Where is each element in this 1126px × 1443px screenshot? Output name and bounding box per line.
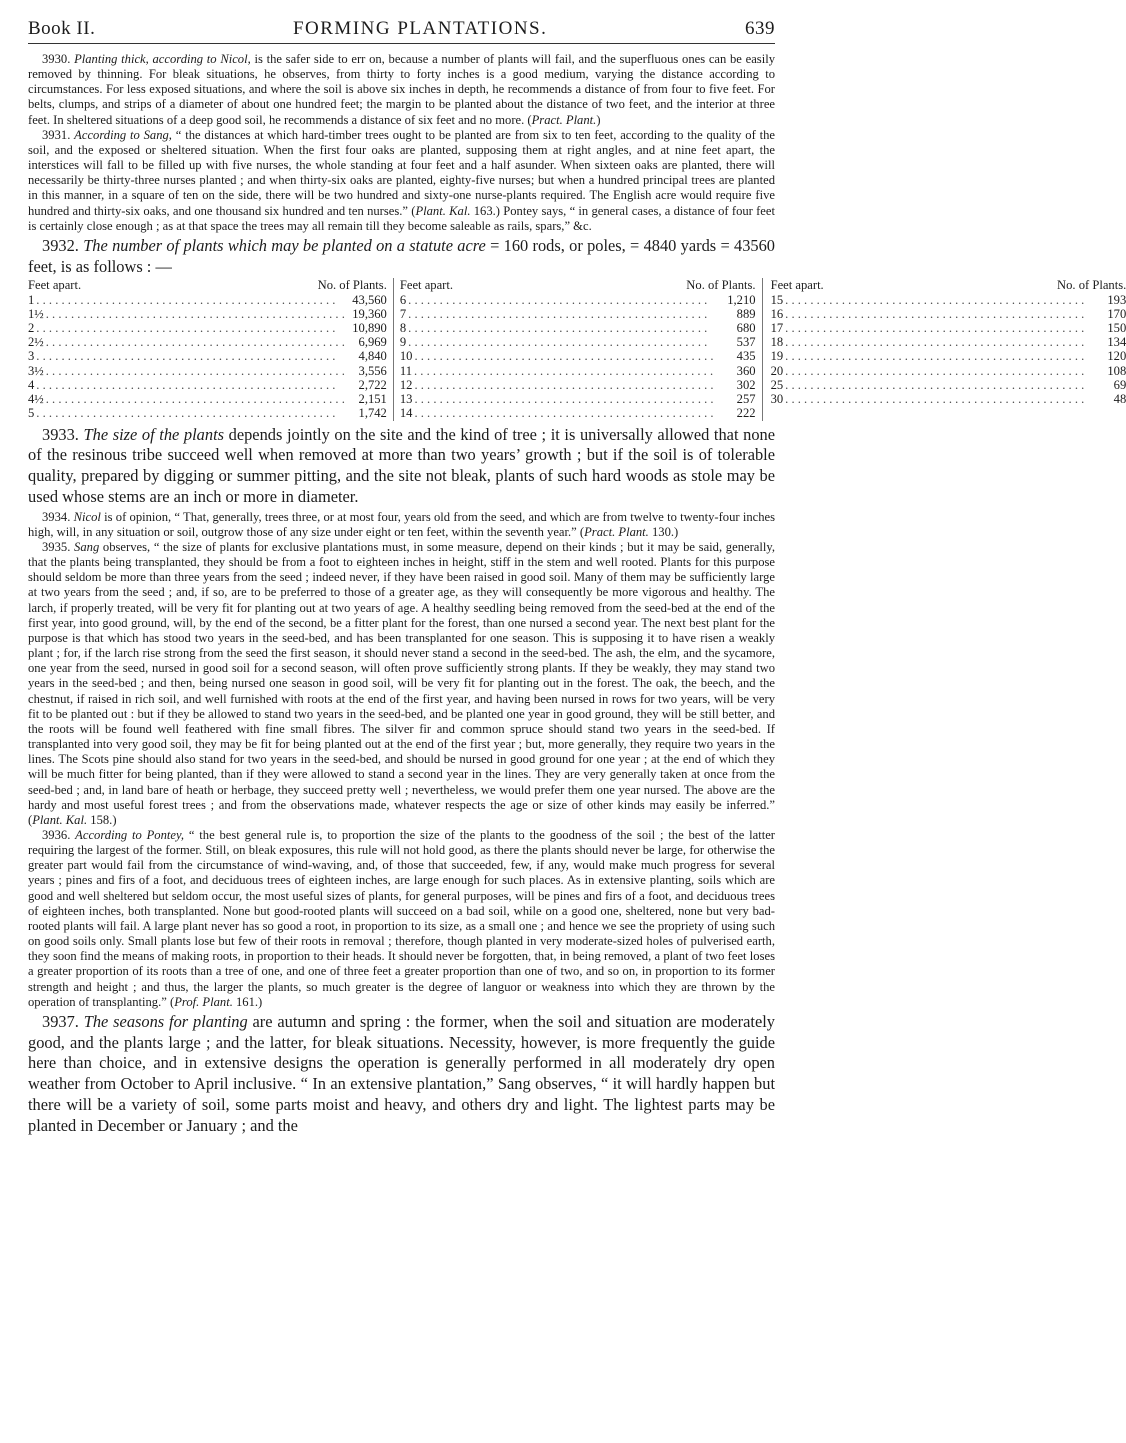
leader-dots: . . . . . . . . . . . . . . . . . . . . . . . . . . . . . . . . . . . . . . . . . . . . . . . . xyxy=(408,292,708,307)
paragraph-3931 xyxy=(28,128,775,234)
paragraph-3934 xyxy=(28,510,775,540)
paragraph-text: is of opinion, “ That, generally, trees three, or at most four, years old from the seed, and which are from twelve to twenty-four inches high, will, in any situation or soil, outgrow those of any size under eight or ten feet, within the seventh year.” ( xyxy=(28,509,775,539)
table-column-1 xyxy=(28,278,393,420)
number-of-plants-value: 2,151 xyxy=(358,392,387,407)
number-of-plants-value: 360 xyxy=(736,363,756,378)
feet-apart-value: 11 xyxy=(399,363,412,378)
table-row xyxy=(400,349,756,363)
leader-dots: . . . . . . . . . . . . . . . . . . . . . . . . . . . . . . . . . . . . . . . . . . . . . . . . xyxy=(36,349,336,364)
number-of-plants-value: 170 xyxy=(1107,306,1126,321)
plants-per-acre-table xyxy=(28,278,1126,420)
feet-apart-value: 8 xyxy=(399,321,407,336)
paragraph-3937 xyxy=(28,1012,775,1137)
number-of-plants-value: 889 xyxy=(736,306,756,321)
paragraph-number: 3934. xyxy=(42,509,71,524)
paragraph-lead: The number of plants which may be planted on a statute acre xyxy=(83,235,486,255)
table-row xyxy=(28,392,387,406)
leader-dots: . . . . . . . . . . . . . . . . . . . . . . . . . . . . . . . . . . . . . . . . . . . . . . . . xyxy=(785,306,1085,321)
number-of-plants-value: 3,556 xyxy=(358,363,387,378)
table-row xyxy=(28,349,387,363)
paragraph-3935 xyxy=(28,540,775,828)
number-of-plants-value: 222 xyxy=(736,406,756,421)
table-row xyxy=(400,293,756,307)
paragraph-text: = 160 rods, or poles, = 4840 yards = 43560 feet, is as follows : — xyxy=(28,235,775,276)
feet-apart-value: 6 xyxy=(399,292,407,307)
table-row xyxy=(771,364,1126,378)
paragraph-text: depends jointly on the site and the kind of tree ; it is universally allowed that none of the resinous tribe succeed well when removed at more than two years’ growth ; but if the soil is of tolerable quality, prepared by digging or summer pitting, and the site not bleak, plants of such hard woods as stole may be used whose stems are an inch or more in diameter. xyxy=(28,424,775,506)
feet-apart-value: 20 xyxy=(770,363,784,378)
feet-apart-value: 1 xyxy=(28,292,35,307)
leader-dots: . . . . . . . . . . . . . . . . . . . . . . . . . . . . . . . . . . . . . . . . . . . . . . . . xyxy=(408,335,708,350)
paragraph-lead: The seasons for planting xyxy=(83,1011,248,1031)
number-of-plants-value: 257 xyxy=(736,392,756,407)
number-of-plants-value: 193 xyxy=(1107,292,1126,307)
feet-apart-value: 9 xyxy=(399,335,407,350)
running-header xyxy=(28,18,775,44)
paragraph-number: 3935. xyxy=(42,540,71,554)
table-header xyxy=(28,278,387,292)
table-row xyxy=(400,378,756,392)
table-column-3 xyxy=(762,278,1126,420)
paragraph-text: “ the best general rule is, to proportion the size of the plants to the goodness of the soil ; the best of the latter requiring the largest of the former. Still, on bleak exposures, this rule will not hold good, as there the plants should never be large, for otherwise the greater part would fail from the circumstance of wind-waving, and, of those that succeeded, few, if any, would make much progress for several years ; pines and firs of a foot, and deciduous trees of eighteen inches, are large enough for such places. As in extensive planting, soils which are good and well sheltered but seldom occur, the most useful sizes of plants, for general purposes, will be pines and firs of a foot, and deciduous trees of eighteen inches, both transplanted. None but good-rooted plants will succeed on a bad soil, while on a good one, sheltered, none but very bad-rooted plants will fail. A large plant never has so good a root, in proportion to its size, as a small one ; and hence we see the propriety of using such on good soils only. Small plants lose but few of their roots in removal ; therefore, though planted in very moderate-sized holes of pulverised earth, they soon find the means of making roots, in proportion to their heads. It should never be forgotten, that, in being removed, a plant of two feet loses a greater proportion of its roots than a tree of one, and one of three feet a greater proportion than one of two, and so on, in proportion to its former strength and height ; and thus, the larger the plants, so much greater is the degree of languor or weakness into which they are thrown by the operation of transplanting.” ( xyxy=(28,827,775,1009)
table-row xyxy=(28,307,387,321)
leader-dots: . . . . . . . . . . . . . . . . . . . . . . . . . . . . . . . . . . . . . . . . . . . . . . . . xyxy=(414,406,714,421)
feet-apart-value: 25 xyxy=(770,377,784,392)
table-row xyxy=(28,335,387,349)
number-of-plants-value: 537 xyxy=(736,335,756,350)
feet-apart-value: 5 xyxy=(28,406,35,421)
feet-apart-value: 14 xyxy=(399,406,413,421)
table-row xyxy=(400,364,756,378)
table-column-2 xyxy=(393,278,762,420)
paragraph-text: “ the distances at which hard-timber trees ought to be planted are from six to ten feet, according to the quality of the soil, and the exposed or sheltered situation. When the first four oaks are planted, supposing them at right angles, and at nine feet apart, the interstices will fall to be filled up with five nurses, the whole standing at four feet and a half asunder. When sixteen oaks are planted, there will necessarily be thirty-three nurses planted ; and when thirty-six oaks are planted, eighty-five nurses; but when a hundred principal trees are planted in this manner, in a square of ten on the side, there will be two hundred and sixty-one nurse-plants required. The English acre would require five hundred and thirty-six oaks, and one thousand six hundred and ten nurses.” ( xyxy=(28,127,775,218)
feet-apart-value: 30 xyxy=(770,392,784,407)
page-number: 639 xyxy=(745,18,775,39)
paragraph-number: 3931. xyxy=(42,127,71,142)
paragraph-lead: Nicol xyxy=(73,509,101,524)
leader-dots: . . . . . . . . . . . . . . . . . . . . . . . . . . . . . . . . . . . . . . . . . . . . . . . . xyxy=(785,321,1085,336)
paragraph-number: 3933. xyxy=(42,424,79,444)
number-of-plants-value: 134 xyxy=(1107,335,1126,350)
paragraph-number: 3930. xyxy=(42,52,71,66)
leader-dots: . . . . . . . . . . . . . . . . . . . . . . . . . . . . . . . . . . . . . . . . . . . . . . . . xyxy=(45,363,345,378)
paragraph-number: 3937. xyxy=(42,1011,79,1031)
feet-apart-value: 15 xyxy=(770,292,784,307)
feet-apart-value: 19 xyxy=(770,349,784,364)
leader-dots: . . . . . . . . . . . . . . . . . . . . . . . . . . . . . . . . . . . . . . . . . . . . . . . . xyxy=(785,335,1085,350)
number-of-plants-value: 48 xyxy=(1113,392,1126,407)
header-number-of-plants: No. of Plants. xyxy=(1057,278,1126,293)
table-row xyxy=(28,293,387,307)
header-feet-apart: Feet apart. xyxy=(28,278,82,293)
paragraph-lead: Planting thick, according to Nicol, xyxy=(74,52,251,66)
table-header xyxy=(771,278,1126,292)
paragraph-lead: According to Sang, xyxy=(74,127,172,142)
number-of-plants-value: 10,890 xyxy=(352,321,387,336)
leader-dots: . . . . . . . . . . . . . . . . . . . . . . . . . . . . . . . . . . . . . . . . . . . . . . . . xyxy=(785,349,1085,364)
paragraph-lead: The size of the plants xyxy=(83,424,225,444)
number-of-plants-value: 108 xyxy=(1107,363,1126,378)
leader-dots: . . . . . . . . . . . . . . . . . . . . . . . . . . . . . . . . . . . . . . . . . . . . . . . . xyxy=(414,363,714,378)
feet-apart-value: 13 xyxy=(399,392,413,407)
header-number-of-plants: No. of Plants. xyxy=(686,278,756,293)
number-of-plants-value: 120 xyxy=(1107,349,1126,364)
leader-dots: . . . . . . . . . . . . . . . . . . . . . . . . . . . . . . . . . . . . . . . . . . . . . . . . xyxy=(36,292,336,307)
paragraph-lead: Sang xyxy=(74,540,100,554)
feet-apart-value: 1½ xyxy=(28,306,44,321)
leader-dots: . . . . . . . . . . . . . . . . . . . . . . . . . . . . . . . . . . . . . . . . . . . . . . . . xyxy=(414,377,714,392)
table-header xyxy=(400,278,756,292)
leader-dots: . . . . . . . . . . . . . . . . . . . . . . . . . . . . . . . . . . . . . . . . . . . . . . . . xyxy=(45,392,345,407)
number-of-plants-value: 435 xyxy=(736,349,756,364)
leader-dots: . . . . . . . . . . . . . . . . . . . . . . . . . . . . . . . . . . . . . . . . . . . . . . . . xyxy=(785,292,1085,307)
chapter-title: FORMING PLANTATIONS. xyxy=(292,18,548,39)
feet-apart-value: 4 xyxy=(28,377,35,392)
table-row xyxy=(771,293,1126,307)
paragraph-3933 xyxy=(28,425,775,508)
number-of-plants-value: 19,360 xyxy=(352,306,387,321)
number-of-plants-value: 69 xyxy=(1113,377,1126,392)
leader-dots: . . . . . . . . . . . . . . . . . . . . . . . . . . . . . . . . . . . . . . . . . . . . . . . . xyxy=(36,321,336,336)
leader-dots: . . . . . . . . . . . . . . . . . . . . . . . . . . . . . . . . . . . . . . . . . . . . . . . . xyxy=(414,349,714,364)
citation: Plant. Kal. xyxy=(415,203,471,218)
feet-apart-value: 4½ xyxy=(28,392,44,407)
number-of-plants-value: 1,210 xyxy=(727,292,756,307)
feet-apart-value: 2½ xyxy=(28,335,44,350)
paragraph-end: 161.) xyxy=(232,994,263,1009)
feet-apart-value: 12 xyxy=(399,377,413,392)
table-row xyxy=(771,349,1126,363)
number-of-plants-value: 302 xyxy=(736,377,756,392)
table-row xyxy=(400,321,756,335)
paragraph-3932 xyxy=(28,236,775,278)
number-of-plants-value: 150 xyxy=(1107,321,1126,336)
table-row xyxy=(400,335,756,349)
paragraph-3936 xyxy=(28,828,775,1010)
table-row xyxy=(28,406,387,420)
table-row xyxy=(771,307,1126,321)
number-of-plants-value: 2,722 xyxy=(358,377,387,392)
number-of-plants-value: 1,742 xyxy=(358,406,387,421)
paragraph-text-continued: 163.) Pontey says, “ in general cases, a distance of four feet is certainly close enough ; as at that space the trees may all remain till they become saleable as rails, spars,” &c. xyxy=(28,203,775,233)
leader-dots: . . . . . . . . . . . . . . . . . . . . . . . . . . . . . . . . . . . . . . . . . . . . . . . . xyxy=(414,392,714,407)
leader-dots: . . . . . . . . . . . . . . . . . . . . . . . . . . . . . . . . . . . . . . . . . . . . . . . . xyxy=(408,306,708,321)
leader-dots: . . . . . . . . . . . . . . . . . . . . . . . . . . . . . . . . . . . . . . . . . . . . . . . . xyxy=(36,377,336,392)
leader-dots: . . . . . . . . . . . . . . . . . . . . . . . . . . . . . . . . . . . . . . . . . . . . . . . . xyxy=(36,406,336,421)
table-row xyxy=(28,364,387,378)
table-row xyxy=(400,392,756,406)
table-row xyxy=(771,392,1126,406)
table-row xyxy=(771,321,1126,335)
leader-dots: . . . . . . . . . . . . . . . . . . . . . . . . . . . . . . . . . . . . . . . . . . . . . . . . xyxy=(45,306,345,321)
leader-dots: . . . . . . . . . . . . . . . . . . . . . . . . . . . . . . . . . . . . . . . . . . . . . . . . xyxy=(785,392,1085,407)
feet-apart-value: 2 xyxy=(28,321,35,336)
paragraph-end: ) xyxy=(596,112,601,127)
paragraph-end: 158.) xyxy=(87,812,117,827)
feet-apart-value: 18 xyxy=(770,335,784,350)
leader-dots: . . . . . . . . . . . . . . . . . . . . . . . . . . . . . . . . . . . . . . . . . . . . . . . . xyxy=(785,363,1085,378)
leader-dots: . . . . . . . . . . . . . . . . . . . . . . . . . . . . . . . . . . . . . . . . . . . . . . . . xyxy=(45,335,345,350)
citation: Plant. Kal. xyxy=(32,812,88,827)
citation: Pract. Plant. xyxy=(584,524,649,539)
paragraph-number: 3932. xyxy=(42,235,79,255)
leader-dots: . . . . . . . . . . . . . . . . . . . . . . . . . . . . . . . . . . . . . . . . . . . . . . . . xyxy=(785,377,1085,392)
header-feet-apart: Feet apart. xyxy=(770,278,824,293)
table-row xyxy=(28,321,387,335)
table-row xyxy=(771,335,1126,349)
paragraph-text: is the safer side to err on, because a number of plants will fail, and the superfluous ones can be easily removed by thinning. For bleak situations, he observes, from thirty to forty inches is a good medium, varying the distance according to circumstances. For less exposed situations, and where the soil is above six inches in depth, he recommends a distance of from four to five feet. For belts, clumps, and strips of a diameter of about one hundred feet; the margin to be planted about the distance of two feet, and the interior at three feet. In sheltered situations of a deep good soil, he recommends a distance of six feet and no more. ( xyxy=(28,52,775,127)
paragraph-3930 xyxy=(28,52,775,128)
feet-apart-value: 17 xyxy=(770,321,784,336)
leader-dots: . . . . . . . . . . . . . . . . . . . . . . . . . . . . . . . . . . . . . . . . . . . . . . . . xyxy=(408,321,708,336)
number-of-plants-value: 6,969 xyxy=(358,335,387,350)
paragraph-number: 3936. xyxy=(42,827,71,842)
paragraph-text: are autumn and spring : the former, when the soil and situation are moderately good, and the plants large ; and the latter, for bleak situations. Necessity, however, is more frequently the guide here than choice, and in extensive designs the operation is generally performed in all moderately dry open weather from October to April inclusive. “ In an extensive plantation,” Sang observes, “ it will hardly happen but there will be a variety of soil, some parts moist and heavy, and others dry and light. The lightest parts may be planted in December or January ; and the xyxy=(28,1011,775,1135)
number-of-plants-value: 680 xyxy=(736,321,756,336)
book-label: Book II. xyxy=(28,18,96,39)
table-row xyxy=(400,307,756,321)
header-feet-apart: Feet apart. xyxy=(399,278,454,293)
citation: Prof. Plant. xyxy=(174,994,233,1009)
feet-apart-value: 7 xyxy=(399,306,407,321)
table-row xyxy=(771,378,1126,392)
table-row xyxy=(28,378,387,392)
feet-apart-value: 3 xyxy=(28,349,35,364)
paragraph-text: observes, “ the size of plants for exclusive plantations must, in some measure, depend on their kinds ; but it may be said, generally, that the plants being transplanted, they should be from a foot to eighteen inches in height, stiff in the stem and well rooted. Plants for this purpose should seldom be more than three years from the seed ; indeed never, if they have been raised in good soil. Many of them may be sufficiently large at two years from the seed ; and, if so, are to be preferred to those of a greater age, as they will consequently be more vigorous and healthy. The larch, if properly treated, will be very fit for planting out at two years of age. A healthy seedling being removed from the seed-bed at the end of the first year, into good ground, will, by the end of the second, be a fitter plant for the forest, than one nursed a second year. The next best plant for the purpose is that which has stood two years in the seed-bed, and has been transplanted for one season. This is supposing it to have risen a weakly plant ; for, if the larch rise strong from the seed the first season, it should never stand a second in the seed-bed. The ash, the elm, and the sycamore, one year from the seed, nursed in good soil for a second season, will often prove sufficiently strong plants. If they be weakly, they may stand two years in the seed-bed ; and then, being nursed one season in good soil, will be very fit for planting out in the forest. The oak, the beech, and the chestnut, if raised in rich soil, and well furnished with roots at the end of the first year, and having been nursed in rows for two years, will be very fit to be planted out : but if they be allowed to stand two years in the seed-bed, and be planted one year in good ground, they will be still better, and the roots will be found well feathered with fine small fibres. The silver fir and common spruce should stand two years in the seed-bed. If transplanted into very good soil, they may be fit for being planted out at the end of the first year ; but, more generally, they require two years in the lines. The Scots pine should also stand for two years in the seed-bed, and should be nursed in good ground for one year ; at the end of which they will be much fitter for being planted, than if they were allowed to stand a second year in the lines. They are very generally taken at once from the seed-bed ; and, in land bare of heath or herbage, they succeed pretty well ; nevertheless, we would prefer them one year nursed. The above are the hardy and most useful forest trees ; and from the observations made, whatever respects the age or size of other kinds may easily be inferred.” ( xyxy=(28,540,775,827)
paragraph-end: 130.) xyxy=(648,524,679,539)
feet-apart-value: 16 xyxy=(770,306,784,321)
number-of-plants-value: 43,560 xyxy=(352,292,387,307)
citation: Pract. Plant. xyxy=(531,112,597,127)
table-row xyxy=(400,406,756,420)
paragraph-lead: According to Pontey, xyxy=(75,827,185,842)
feet-apart-value: 3½ xyxy=(28,363,44,378)
number-of-plants-value: 4,840 xyxy=(358,349,387,364)
header-number-of-plants: No. of Plants. xyxy=(317,278,387,293)
feet-apart-value: 10 xyxy=(399,349,413,364)
